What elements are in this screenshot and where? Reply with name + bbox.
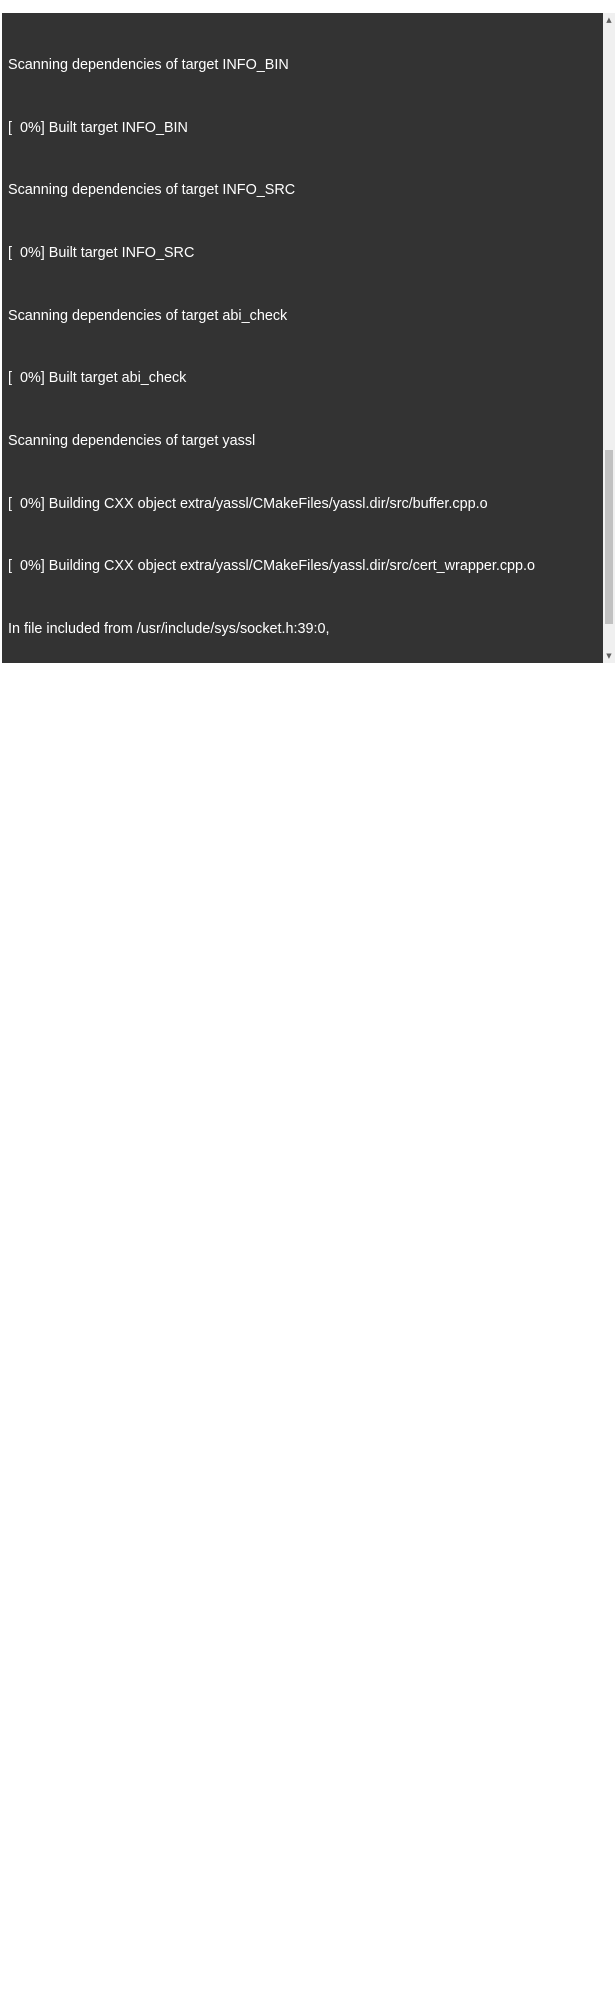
terminal-line: Scanning dependencies of target INFO_BIN xyxy=(8,56,289,73)
terminal-line: Scanning dependencies of target INFO_SRC xyxy=(8,182,296,199)
terminal-line: Linux VM-0-4-centos 4.14.129-bbrplus #1 SMP Tue Jun 25 12:23:41 UTC 2019 xyxy=(8,1749,513,1766)
terminal-separator-line: ==== xyxy=(8,1561,42,1578)
scroll-up-icon[interactable]: ▲ xyxy=(606,15,612,24)
terminal-line: In file included from /usr/include/sys/socket.h:39:0, xyxy=(8,621,330,638)
scrollbar-thumb[interactable] xyxy=(605,450,613,624)
terminal-window[interactable] xyxy=(2,13,615,1954)
terminal-error-line: ERROR: mysql mariadb_10.1 installation failed. xyxy=(8,1875,312,1892)
terminal-line: [ 0%] Building CXX object extra/yassl/CMakeFiles/yassl.dir/src/buffer.cpp.o xyxy=(8,495,488,512)
terminal-line: /www/server/mysql/src/extra/yassl/include/socket_wrapper.hpp:35, xyxy=(8,746,432,763)
terminal-line: from /www/server/mysql/src/extra/yassl/include/log.hpp:28, xyxy=(8,809,451,826)
terminal-line: [ 0%] Building CXX object extra/yassl/CMakeFiles/yassl.dir/src/cert_wrapper.cpp.o xyxy=(8,558,536,575)
terminal-line: make[1]: *** [extra/yassl/CMakeFiles/yassl.dir/all] Error 2 xyxy=(8,1373,368,1390)
terminal-line: [ 0%] Built target INFO_BIN xyxy=(8,119,188,136)
terminal-line: make[2]: *** [extra/yassl/CMakeFiles/yassl.dir/src/cert_wrapper.cpp.o] Error 1 xyxy=(8,1310,500,1327)
terminal-line: [ 0%] Built target abi_check xyxy=(8,370,187,387)
terminal-line: Bit:64 Mem:1992M Core:1 gcc:4.8.5 cmake:2.8.12.2 xyxy=(8,1687,341,1704)
terminal-help-line: 安装失败，请截图以上报错信息发帖至论坛www.bt.cn/bbs求助 xyxy=(8,1937,403,1954)
scroll-down-icon[interactable]: ▼ xyxy=(606,651,612,660)
terminal-separator-line: ===================================================== xyxy=(8,1498,454,1515)
terminal-line: ^ xyxy=(8,1185,111,1202)
terminal-output[interactable] xyxy=(8,13,600,1954)
terminal-line: [ 0%] Built target INFO_SRC xyxy=(8,244,195,261)
terminal-line: Scanning dependencies of target abi_check xyxy=(8,307,288,324)
terminal-line: Scanning dependencies of target yassl xyxy=(8,433,256,450)
terminal-line: /usr/include/bits/socket.h:350:24: fatal error: asm/socket.h: No such file or xyxy=(8,997,476,1014)
terminal-line: from xyxy=(8,683,105,700)
terminal-line: x86_64 x86_64 x86_64 GNU/Linux xyxy=(8,1812,233,1829)
terminal-line: #include <asm/socket.h> xyxy=(8,1122,172,1139)
terminal-line: make: *** [all] Error 2 xyxy=(8,1436,143,1453)
vertical-scrollbar[interactable] xyxy=(603,13,615,663)
terminal-line: CentOS Linux release 7.8.2003 (Core) xyxy=(8,1624,254,1641)
terminal-line: from /www/server/mysql/src/extra/yassl/src/cert_wrapper.cpp:26: xyxy=(8,934,488,951)
terminal-line: from /www/server/mysql/src/extra/yassl/include/yassl_int.hpp:32, xyxy=(8,871,488,888)
terminal-line: directory xyxy=(8,1060,64,1077)
terminal-line: compilation terminated. xyxy=(8,1248,157,1265)
